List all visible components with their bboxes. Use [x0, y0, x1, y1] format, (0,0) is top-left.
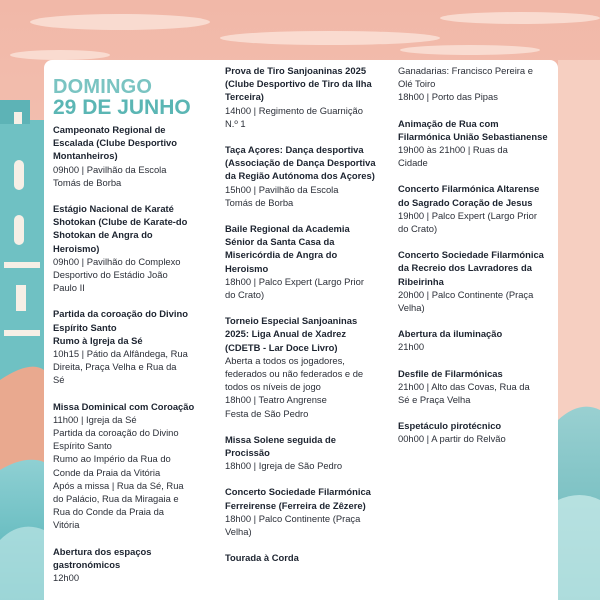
event-item [53, 307, 217, 386]
event-title: do Sagrado Coração de Jesus [398, 196, 533, 208]
event-title: Baile Regional da Academia [225, 223, 350, 235]
event-detail: do Palácio, Rua da Miragaia e [53, 493, 179, 505]
event-detail: do Crato) [398, 223, 438, 235]
event-detail: 21h00 [398, 341, 425, 353]
event-detail: 11h00 | Igreja da Sé [53, 413, 137, 425]
event-title: Partida da coroação do Divino [53, 308, 188, 320]
event-detail: 19h00 | Palco Expert (Largo Prior [398, 209, 537, 221]
event-item [398, 327, 554, 353]
event-detail: Espírito Santo [53, 440, 112, 452]
column-2 [225, 64, 387, 578]
event-title: Escalada (Clube Desportivo [53, 137, 177, 149]
event-title: 2025: Liga Anual de Xadrez [225, 328, 347, 340]
event-title: Concerto Sociedade Filarmónica [398, 249, 544, 261]
event-detail: Cidade [398, 157, 428, 169]
event-title: Campeonato Regional de [53, 124, 166, 135]
event-detail: 18h00 | Palco Expert (Largo Prior [225, 275, 364, 287]
event-detail: Velha) [398, 302, 425, 314]
event-item [53, 400, 217, 532]
event-item [398, 367, 554, 407]
event-detail: Rua do Conde da Praia da [53, 506, 165, 518]
event-title: Missa Solene seguida de [225, 433, 336, 445]
day-heading: DOMINGO [53, 76, 153, 98]
date-heading: 29 DE JUNHO [53, 96, 191, 119]
event-detail: 18h00 | Teatro Angrense [225, 394, 327, 406]
event-title: Abertura dos espaços [53, 545, 152, 557]
event-title: Torneio Especial Sanjoaninas [225, 315, 358, 327]
event-title: Sénior da Santa Casa da [225, 236, 335, 248]
event-title: Prova de Tiro Sanjoaninas 2025 [225, 65, 367, 76]
event-title: Concerto Sociedade Filarmónica [225, 486, 371, 498]
event-detail: Olé Toiro [398, 78, 436, 90]
event-detail: todos os níveis de jogo [225, 381, 321, 393]
event-title: (Associação de Dança Desportiva [225, 157, 376, 169]
event-detail: Conde da Praia da Vitória [53, 466, 161, 478]
event-detail: 20h00 | Palco Continente (Praça [398, 288, 534, 300]
event-title: Heroismo) [53, 242, 100, 254]
event-item [53, 545, 217, 585]
event-title: Procissão [225, 447, 270, 459]
event-item [398, 117, 554, 170]
event-item [225, 314, 387, 420]
event-title: Estágio Nacional de Karaté [53, 203, 174, 215]
event-title: Animação de Rua com [398, 117, 499, 129]
event-detail: 18h00 | Palco Continente (Praça [225, 512, 361, 524]
event-detail: Ganadarias: Francisco Pereira e [398, 65, 533, 76]
column-1 [53, 78, 217, 597]
event-detail: Paulo II [53, 282, 85, 294]
event-detail: Após a missa | Rua da Sé, Rua [53, 479, 184, 491]
event-title: Shotokan de Angra do [53, 229, 153, 241]
event-title: Rumo à Igreja da Sé [53, 334, 143, 346]
event-detail: 09h00 | Pavilhão da Escola [53, 163, 167, 175]
event-title: Tourada à Corda [225, 552, 299, 564]
event-title: Abertura da iluminação [398, 328, 503, 340]
event-detail: do Crato) [225, 289, 265, 301]
event-title: Taça Açores: Dança desportiva [225, 144, 364, 156]
event-title: Ferreirense (Ferreira de Zêzere) [225, 499, 366, 511]
event-detail: Tomás de Borba [225, 196, 294, 208]
event-item [398, 419, 554, 445]
event-detail: Velha) [225, 526, 252, 538]
event-title: Shotokan (Clube de Karate-do [53, 216, 188, 228]
event-detail: 18h00 | Porto das Pipas [398, 91, 498, 103]
event-title: Espetáculo pirotécnico [398, 420, 502, 432]
event-detail: N.º 1 [225, 117, 246, 129]
event-detail: federados ou não federados e de [225, 368, 364, 380]
event-item [225, 485, 387, 538]
event-title: Espírito Santo [53, 321, 117, 333]
event-title: gastronómicos [53, 558, 121, 570]
schedule-panel [44, 60, 558, 600]
event-title: Ribeirinha [398, 275, 444, 287]
event-detail: 09h00 | Pavilhão do Complexo [53, 255, 181, 267]
event-title: (CDETB - Lar Doce Livro) [225, 341, 338, 353]
event-detail: 10h15 | Pátio da Alfândega, Rua [53, 348, 188, 360]
event-title: Misericórdia de Angra do [225, 249, 338, 261]
event-detail: Tomás de Borba [53, 176, 122, 188]
event-item [398, 64, 554, 104]
event-title: Missa Dominical com Coroação [53, 400, 195, 412]
event-item [225, 551, 387, 564]
event-item [53, 202, 217, 294]
event-detail: Festa de São Pedro [225, 407, 309, 419]
event-item [398, 182, 554, 235]
event-title: Montanheiros) [53, 150, 118, 162]
event-detail: Vitória [53, 519, 80, 531]
event-item [398, 248, 554, 314]
event-title: Heroismo [225, 262, 269, 274]
event-list [225, 64, 387, 565]
event-detail: 18h00 | Igreja de São Pedro [225, 460, 343, 472]
event-title: Filarmónica União Sebastianense [398, 130, 548, 142]
event-detail: Desportivo do Estádio João [53, 269, 168, 281]
event-detail: Partida da coroação do Divino [53, 427, 179, 439]
event-list [53, 123, 217, 584]
column-3 [398, 64, 554, 459]
event-list [398, 64, 554, 446]
event-title: Concerto Filarmónica Altarense [398, 183, 540, 195]
event-detail: 00h00 | A partir do Relvão [398, 433, 506, 445]
event-item [225, 143, 387, 209]
event-detail: Direita, Praça Velha e Rua da [53, 361, 177, 373]
event-detail: 14h00 | Regimento de Guarnição [225, 104, 363, 116]
event-item [225, 433, 387, 473]
event-detail: 19h00 às 21h00 | Ruas da [398, 144, 508, 156]
event-detail: 12h00 [53, 572, 80, 584]
event-title: Desfile de Filarmónicas [398, 367, 503, 379]
event-detail: Rumo ao Império da Rua do [53, 453, 171, 465]
event-item [53, 123, 217, 189]
event-detail: 21h00 | Alto das Covas, Rua da [398, 380, 530, 392]
event-detail: 15h00 | Pavilhão da Escola [225, 183, 339, 195]
event-title: Terceira) [225, 91, 264, 103]
event-title: (Clube Desportivo de Tiro da Ilha [225, 78, 372, 90]
event-detail: Sé e Praça Velha [398, 394, 471, 406]
event-detail: Aberta a todos os jogadores, [225, 354, 345, 366]
event-item [225, 64, 387, 130]
event-title: da Recreio dos Lavradores da [398, 262, 532, 274]
event-title: da Região Autónoma dos Açores) [225, 170, 375, 182]
event-detail: Sé [53, 374, 65, 386]
event-item [225, 222, 387, 301]
